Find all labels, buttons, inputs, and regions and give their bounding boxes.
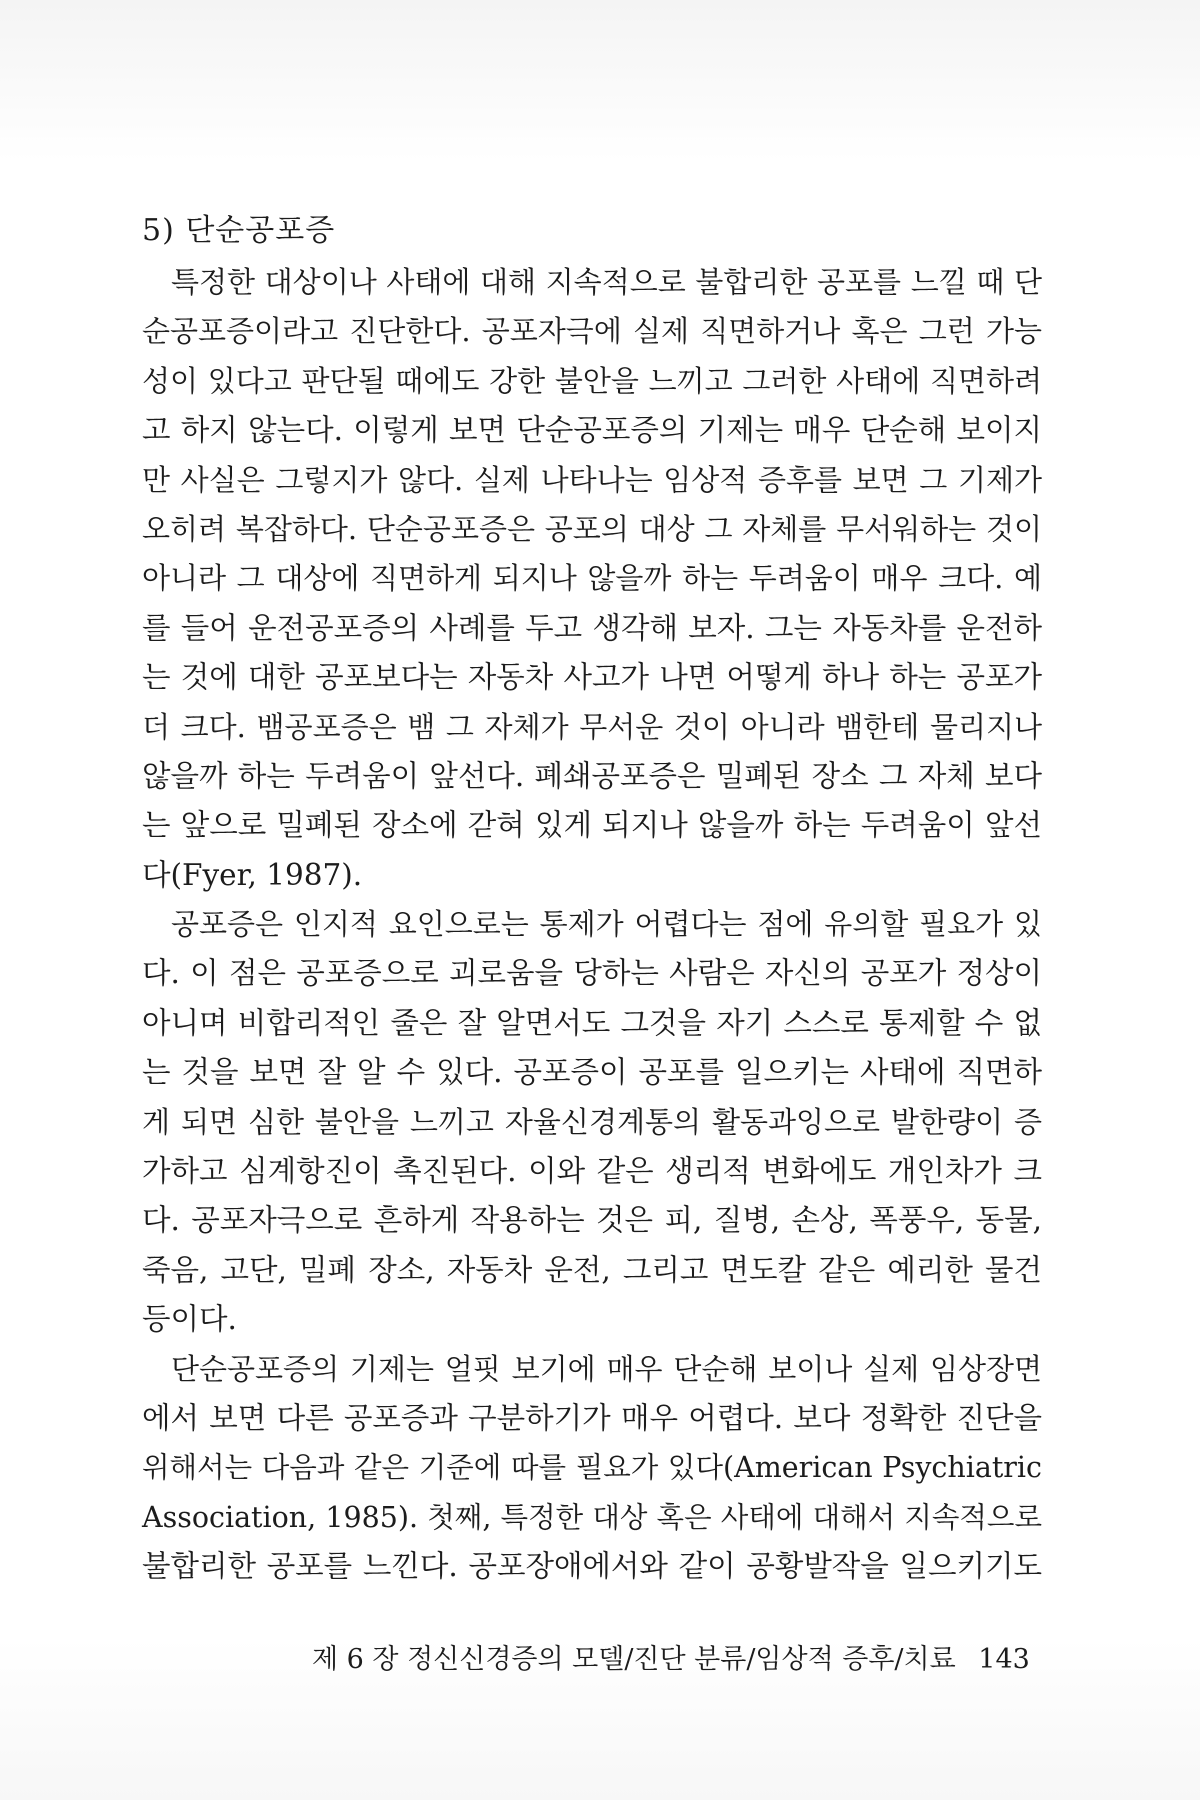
text-line: 아니라 그 대상에 직면하게 되지나 않을까 하는 두려움이 매우 크다. 예 <box>142 561 1042 596</box>
text-line: 는 것을 보면 잘 알 수 있다. 공포증이 공포를 일으키는 사태에 직면하 <box>142 1055 1042 1090</box>
section-heading: 5) 단순공포증 <box>142 213 336 248</box>
text-line: 를 들어 운전공포증의 사례를 두고 생각해 보자. 그는 자동차를 운전하 <box>142 610 1042 645</box>
text-line: 단순공포증의 기제는 얼핏 보기에 매우 단순해 보이나 실제 임상장면 <box>171 1351 1042 1386</box>
text-line: 순공포증이라고 진단한다. 공포자극에 실제 직면하거나 혹은 그런 가능 <box>142 314 1042 349</box>
text-line: 불합리한 공포를 느낀다. 공포장애에서와 같이 공황발작을 일으키기도 <box>142 1549 1042 1584</box>
text-line: 다. 공포자극으로 흔하게 작용하는 것은 피, 질병, 손상, 폭풍우, 동물, <box>142 1203 1042 1238</box>
paragraph-2 <box>142 900 1042 1345</box>
paragraph-3 <box>142 1345 1042 1592</box>
chapter-title: 제 6 장 정신신경증의 모델/진단 분류/임상적 증후/치료 <box>312 1644 956 1675</box>
text-line: 않을까 하는 두려움이 앞선다. 폐쇄공포증은 밀폐된 장소 그 자체 보다 <box>142 758 1042 793</box>
text-line: 공포증은 인지적 요인으로는 통제가 어렵다는 점에 유의할 필요가 있 <box>171 907 1042 942</box>
text-line: 고 하지 않는다. 이렇게 보면 단순공포증의 기제는 매우 단순해 보이지 <box>142 413 1042 448</box>
text-line: 더 크다. 뱀공포증은 뱀 그 자체가 무서운 것이 아니라 뱀한테 물리지나 <box>142 709 1042 744</box>
text-line: 죽음, 고단, 밀폐 장소, 자동차 운전, 그리고 면도칼 같은 예리한 물건 <box>142 1252 1042 1287</box>
text-line: 는 것에 대한 공포보다는 자동차 사고가 나면 어떻게 하나 하는 공포가 <box>142 660 1042 695</box>
text-line: 게 되면 심한 불안을 느끼고 자율신경계통의 활동과잉으로 발한량이 증 <box>142 1104 1042 1139</box>
text-line: 가하고 심계항진이 촉진된다. 이와 같은 생리적 변화에도 개인차가 크 <box>142 1154 1042 1189</box>
text-line: 등이다. <box>142 1302 237 1337</box>
text-line: 특정한 대상이나 사태에 대해 지속적으로 불합리한 공포를 느낄 때 단 <box>171 265 1042 299</box>
text-line: 는 앞으로 밀폐된 장소에 갇혀 있게 되지나 않을까 하는 두려움이 앞선 <box>142 808 1042 843</box>
text-line: 다(Fyer, 1987). <box>142 857 363 892</box>
text-line: Association, 1985). 첫째, 특정한 대상 혹은 사태에 대해서 지속적으로 <box>142 1500 1042 1534</box>
text-line: 아니며 비합리적인 줄은 잘 알면서도 그것을 자기 스스로 통제할 수 없 <box>142 1005 1042 1040</box>
text-line: 에서 보면 다른 공포증과 구분하기가 매우 어렵다. 보다 정확한 진단을 <box>142 1400 1042 1435</box>
page-number: 143 <box>978 1644 1030 1675</box>
text-line: 다. 이 점은 공포증으로 괴로움을 당하는 사람은 자신의 공포가 정상이 <box>142 956 1042 991</box>
text-line: 위해서는 다음과 같은 기준에 따를 필요가 있다(American Psychiatric <box>142 1451 1042 1485</box>
text-line: 만 사실은 그렇지가 않다. 실제 나타나는 임상적 증후를 보면 그 기제가 <box>142 462 1042 497</box>
text-line: 오히려 복잡하다. 단순공포증은 공포의 대상 그 자체를 무서워하는 것이 <box>142 511 1042 546</box>
running-footer <box>312 1640 1030 1680</box>
page-body <box>142 204 1042 1592</box>
text-line: 성이 있다고 판단될 때에도 강한 불안을 느끼고 그러한 사태에 직면하려 <box>142 363 1042 398</box>
paragraph-1 <box>142 258 1042 900</box>
